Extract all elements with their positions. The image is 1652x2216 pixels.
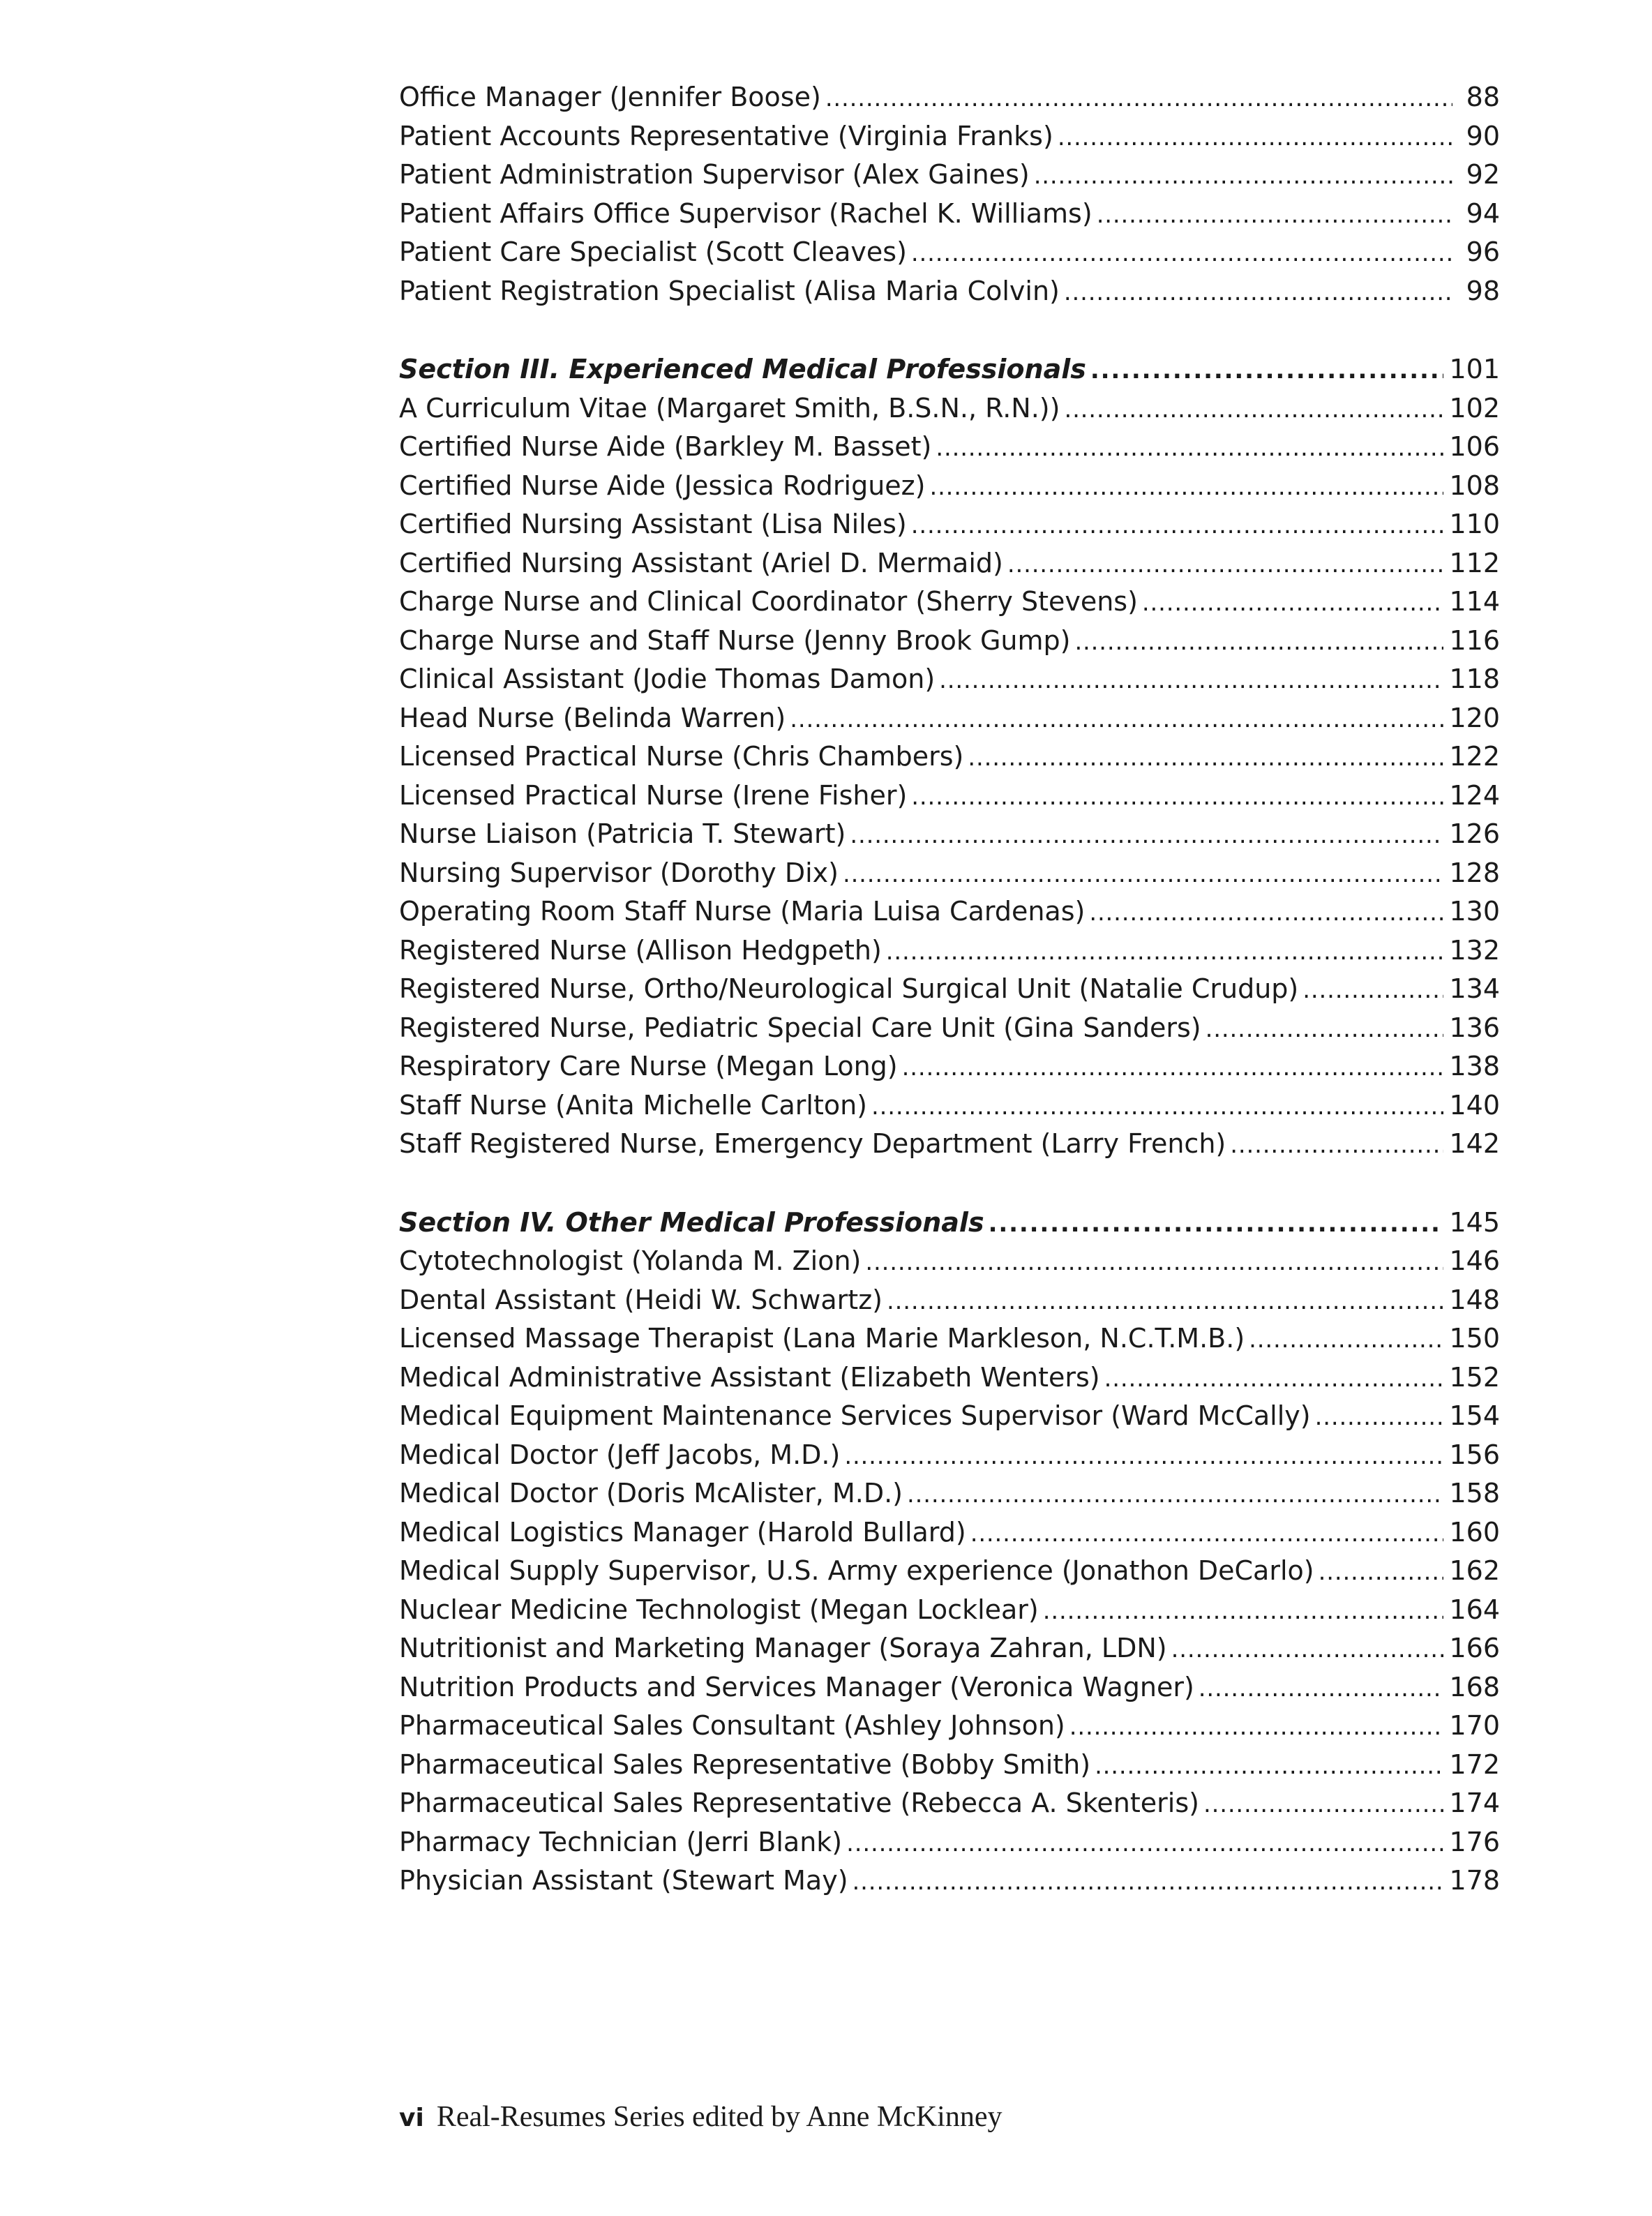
entry-page-number: 110 [1449,509,1500,539]
dot-leader [853,1862,1444,1901]
dot-leader [1319,1552,1444,1591]
toc-entry[interactable] [399,1552,1500,1591]
entry-title: Clinical Assistant (Jodie Thomas Damon) [399,664,936,694]
entry-title: Pharmaceutical Sales Consultant (Ashley Johnson) [399,1710,1065,1741]
toc-entry[interactable] [399,1009,1500,1048]
toc-entry[interactable] [399,1047,1500,1086]
entry-title: Licensed Practical Nurse (Chris Chambers) [399,741,964,772]
entry-title: Nutritionist and Marketing Manager (Soraya Zahran, LDN) [399,1633,1167,1663]
entry-page-number: 90 [1466,120,1500,151]
entry-page-number: 174 [1449,1788,1500,1818]
toc-entry[interactable] [399,970,1500,1009]
entry-page-number: 96 [1466,237,1500,267]
section-title: Section IV. Other Medical Professionals [399,1206,984,1238]
dot-leader [1089,892,1443,931]
entry-title: Patient Care Specialist (Scott Cleaves) [399,237,907,267]
toc-section-iii-group [399,350,1500,1164]
entry-title: Medical Doctor (Doris McAlister, M.D.) [399,1478,903,1508]
toc-entry[interactable] [399,78,1500,117]
section-heading-iii[interactable] [399,350,1500,389]
toc-entry[interactable] [399,1629,1500,1668]
dot-leader [887,1281,1444,1320]
entry-title: Respiratory Care Nurse (Megan Long) [399,1051,898,1081]
entry-title: Licensed Massage Therapist (Lana Marie Markleson, N.C.T.M.B.) [399,1323,1245,1354]
toc-entry[interactable] [399,1474,1500,1513]
entry-title: Registered Nurse, Pediatric Special Care Unit (Gina Sanders) [399,1012,1201,1043]
entry-page-number: 146 [1449,1245,1500,1276]
entry-title: Patient Administration Supervisor (Alex Gaines) [399,159,1030,190]
dot-leader [850,815,1443,854]
entry-title: Certified Nurse Aide (Jessica Rodriguez) [399,470,926,501]
toc-entry[interactable] [399,1436,1500,1475]
footer-series-text: Real-Resumes Series edited by Anne McKinney [436,2101,1003,2133]
entry-title: Nuclear Medicine Technologist (Megan Locklear) [399,1594,1039,1625]
dot-leader [970,1513,1444,1552]
dot-leader [886,931,1444,971]
toc-continued-group [399,78,1500,310]
toc-entry[interactable] [399,1746,1500,1785]
dot-leader [1203,1784,1444,1823]
entry-title: Patient Registration Specialist (Alisa Maria Colvin) [399,275,1060,306]
toc-entry[interactable] [399,1242,1500,1281]
toc-entry[interactable] [399,233,1500,272]
toc-entry[interactable] [399,699,1500,738]
toc-entry[interactable] [399,544,1500,583]
entry-page-number: 162 [1449,1555,1500,1586]
entry-title: Cytotechnologist (Yolanda M. Zion) [399,1245,862,1276]
entry-page-number: 154 [1449,1400,1500,1431]
entry-page-number: 92 [1466,159,1500,190]
dot-leader [1064,272,1452,311]
dot-leader [1230,1125,1443,1164]
entry-title: Certified Nursing Assistant (Ariel D. Mermaid) [399,547,1003,578]
toc-entry[interactable] [399,660,1500,699]
entry-page-number: 172 [1449,1749,1500,1780]
entry-page-number: 134 [1449,973,1500,1004]
entry-page-number: 88 [1466,82,1500,112]
dot-leader [911,777,1443,816]
toc-entry[interactable] [399,1668,1500,1707]
toc-entry[interactable] [399,195,1500,234]
dot-leader [871,1086,1443,1125]
dot-leader [911,233,1452,272]
entry-page-number: 116 [1449,624,1500,656]
dot-leader [843,854,1444,893]
entry-title: Office Manager (Jennifer Boose) [399,82,821,112]
toc-entry[interactable] [399,1281,1500,1320]
entry-page-number: 138 [1449,1051,1500,1081]
toc-entry[interactable] [399,505,1500,544]
toc-entry[interactable] [399,1319,1500,1358]
entry-title: Medical Administrative Assistant (Elizabeth Wenters) [399,1361,1100,1393]
entry-title: Medical Equipment Maintenance Services Supervisor (Ward McCally) [399,1400,1311,1431]
dot-leader [1090,350,1444,389]
entry-title: Certified Nurse Aide (Barkley M. Basset) [399,431,932,462]
entry-page-number: 130 [1449,896,1500,927]
dot-leader [1104,1358,1444,1398]
dot-leader [929,467,1443,506]
toc-entry[interactable] [399,777,1500,816]
dot-leader [844,1436,1443,1475]
entry-title: Pharmaceutical Sales Representative (Rebecca A. Skenteris) [399,1788,1199,1818]
entry-page-number: 142 [1449,1128,1500,1159]
toc-entry[interactable] [399,854,1500,893]
entry-title: Head Nurse (Belinda Warren) [399,702,786,733]
entry-title: Operating Room Staff Nurse (Maria Luisa Cardenas) [399,896,1086,927]
dot-leader [907,1474,1443,1513]
toc-entry[interactable] [399,583,1500,622]
entry-title: Registered Nurse (Allison Hedgpeth) [399,934,882,966]
entry-page-number: 156 [1449,1439,1500,1470]
table-of-contents [399,78,1500,1901]
entry-title: Certified Nursing Assistant (Lisa Niles) [399,509,907,539]
dot-leader [1064,389,1443,428]
toc-entry[interactable] [399,117,1500,156]
entry-title: Dental Assistant (Heidi W. Schwartz) [399,1284,883,1315]
entry-page-number: 136 [1449,1012,1500,1043]
dot-leader [1095,1746,1443,1785]
dot-leader [902,1047,1444,1086]
dot-leader [1034,156,1452,195]
entry-title: Charge Nurse and Clinical Coordinator (Sherry Stevens) [399,586,1138,617]
toc-entry[interactable] [399,428,1500,467]
entry-title: Nursing Supervisor (Dorothy Dix) [399,857,839,888]
toc-entry[interactable] [399,892,1500,931]
toc-entry[interactable] [399,272,1500,311]
dot-leader [968,738,1443,777]
dot-leader [846,1823,1443,1862]
dot-leader [825,78,1452,117]
dot-leader [790,699,1443,738]
dot-leader [939,660,1443,699]
dot-leader [1142,583,1444,622]
entry-title: Charge Nurse and Staff Nurse (Jenny Brook Gump) [399,624,1071,656]
entry-title: Staff Registered Nurse, Emergency Department (Larry French) [399,1128,1226,1159]
entry-title: Registered Nurse, Ortho/Neurological Surgical Unit (Natalie Crudup) [399,973,1299,1004]
entry-page-number: 118 [1449,664,1500,694]
entry-page-number: 132 [1449,934,1500,966]
dot-leader [1315,1397,1444,1436]
entry-title: A Curriculum Vitae (Margaret Smith, B.S.N., R.N.)) [399,392,1060,424]
toc-entry[interactable] [399,738,1500,777]
entry-page-number: 120 [1449,702,1500,733]
entry-page-number: 106 [1449,431,1500,462]
toc-entry[interactable] [399,1397,1500,1436]
dot-leader [1171,1629,1444,1668]
dot-leader [911,505,1444,544]
toc-entry[interactable] [399,1125,1500,1164]
entry-title: Physician Assistant (Stewart May) [399,1865,848,1896]
entry-page-number: 112 [1449,547,1500,578]
entry-page-number: 152 [1449,1361,1500,1393]
entry-page-number: 148 [1449,1284,1500,1315]
entry-page-number: 164 [1449,1594,1500,1625]
toc-entry[interactable] [399,1784,1500,1823]
toc-entry[interactable] [399,815,1500,854]
entry-page-number: 150 [1449,1323,1500,1354]
toc-entry[interactable] [399,1707,1500,1746]
entry-page-number: 126 [1449,818,1500,849]
section-title: Section III. Experienced Medical Professionals [399,354,1086,384]
entry-title: Nutrition Products and Services Manager (Veronica Wagner) [399,1671,1194,1702]
dot-leader [1206,1009,1444,1048]
dot-leader [1302,970,1443,1009]
dot-leader [1097,195,1452,234]
toc-entry[interactable] [399,1823,1500,1862]
dot-leader [865,1242,1443,1281]
entry-page-number: 122 [1449,741,1500,772]
dot-leader [936,428,1443,467]
toc-entry[interactable] [399,1591,1500,1630]
toc-entry[interactable] [399,1086,1500,1125]
dot-leader [1043,1591,1444,1630]
toc-entry[interactable] [399,467,1500,506]
entry-page-number: 94 [1466,197,1500,229]
entry-title: Patient Accounts Representative (Virginia Franks) [399,120,1053,151]
entry-title: Medical Supply Supervisor, U.S. Army experience (Jonathon DeCarlo) [399,1555,1314,1586]
dot-leader [1058,117,1452,156]
entry-page-number: 128 [1449,857,1500,888]
entry-page-number: 166 [1449,1633,1500,1663]
entry-page-number: 124 [1449,779,1500,811]
entry-page-number: 140 [1449,1089,1500,1121]
toc-entry[interactable] [399,1862,1500,1901]
toc-entry[interactable] [399,389,1500,428]
entry-page-number: 170 [1449,1710,1500,1741]
entry-page-number: 176 [1449,1826,1500,1857]
entry-page-number: 178 [1449,1865,1500,1896]
entry-title: Medical Logistics Manager (Harold Bullard) [399,1516,966,1548]
page-footer [399,2100,1002,2134]
entry-page-number: 98 [1466,275,1500,306]
entry-title: Medical Doctor (Jeff Jacobs, M.D.) [399,1439,841,1470]
toc-entry[interactable] [399,622,1500,661]
dot-leader [1007,544,1444,583]
entry-title: Staff Nurse (Anita Michelle Carlton) [399,1089,868,1121]
entry-title: Pharmaceutical Sales Representative (Bobby Smith) [399,1749,1091,1780]
entry-title: Licensed Practical Nurse (Irene Fisher) [399,779,908,811]
entry-title: Nurse Liaison (Patricia T. Stewart) [399,818,846,849]
entry-page-number: 168 [1449,1671,1500,1702]
dot-leader [1074,622,1443,661]
entry-page-number: 102 [1449,392,1500,424]
entry-title: Pharmacy Technician (Jerri Blank) [399,1826,843,1857]
entry-page-number: 114 [1449,586,1500,617]
entry-page-number: 158 [1449,1478,1500,1508]
footer-page-number: vi [399,2104,424,2132]
entry-page-number: 160 [1449,1516,1500,1548]
section-page-number: 145 [1449,1206,1500,1238]
entry-title: Patient Affairs Office Supervisor (Rachel K. Williams) [399,197,1092,229]
dot-leader [989,1204,1444,1243]
toc-section-iv-group [399,1204,1500,1901]
section-heading-iv[interactable] [399,1204,1500,1243]
dot-leader [1199,1668,1444,1707]
dot-leader [1069,1707,1444,1746]
toc-entry[interactable] [399,1513,1500,1552]
toc-entry[interactable] [399,1358,1500,1398]
dot-leader [1249,1319,1443,1358]
entry-page-number: 108 [1449,470,1500,501]
toc-entry[interactable] [399,156,1500,195]
section-page-number: 101 [1449,354,1500,384]
toc-entry[interactable] [399,931,1500,971]
